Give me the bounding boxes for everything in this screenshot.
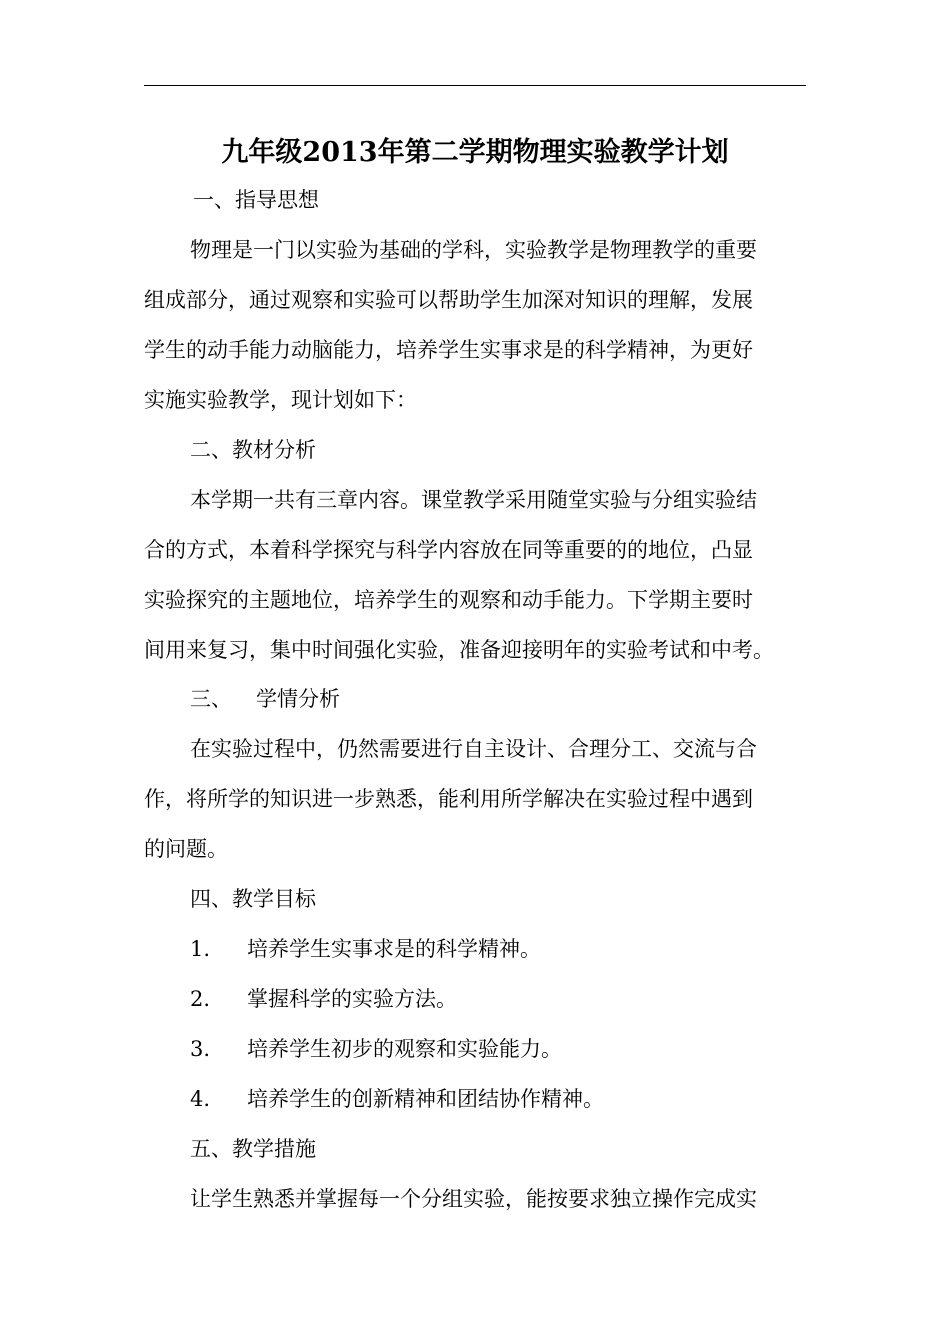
section-heading-student-analysis (190, 684, 870, 714)
paragraph-line: 学生的动手能力动脑能力，培养学生实事求是的科学精神，为更好 (144, 338, 753, 362)
list-item (190, 984, 870, 1014)
paragraph-line: 实施实验教学，现计划如下： (144, 388, 417, 412)
list-item-text: 掌握科学的实验方法。 (247, 987, 457, 1011)
section-heading-text: 学情分析 (256, 687, 340, 711)
list-item-text: 培养学生的创新精神和团结协作精神。 (247, 1087, 604, 1111)
paragraph-line: 本学期一共有三章内容。课堂教学采用随堂实验与分组实验结 (190, 488, 757, 512)
paragraph-line: 物理是一门以实验为基础的学科，实验教学是物理教学的重要 (190, 238, 757, 262)
section-heading-prefix: 三、 (190, 687, 232, 711)
list-item (190, 1084, 870, 1114)
paragraph-line: 的问题。 (144, 837, 228, 861)
paragraph-line: 让学生熟悉并掌握每一个分组实验，能按要求独立操作完成实 (190, 1187, 757, 1211)
paragraph-line: 实验探究的主题地位，培养学生的观察和动手能力。下学期主要时 (144, 588, 753, 612)
section-heading-teaching-goals: 四、教学目标 (190, 887, 316, 911)
section-heading-teaching-measures: 五、教学措施 (190, 1137, 316, 1161)
paragraph-line: 间用来复习，集中时间强化实验，准备迎接明年的实验考试和中考。 (144, 638, 774, 662)
list-item-number: 4. (190, 1087, 211, 1111)
paragraph-line: 作，将所学的知识进一步熟悉，能利用所学解决在实验过程中遇到 (144, 787, 753, 811)
list-item (190, 1034, 870, 1064)
list-item-text: 培养学生实事求是的科学精神。 (247, 937, 541, 961)
paragraph-line: 组成部分，通过观察和实验可以帮助学生加深对知识的理解，发展 (144, 288, 753, 312)
list-item (190, 934, 870, 964)
paragraph-line: 在实验过程中，仍然需要进行自主设计、合理分工、交流与合 (190, 737, 757, 761)
list-item-number: 3. (190, 1037, 211, 1061)
header-rule (144, 85, 806, 86)
paragraph-line: 合的方式，本着科学探究与科学内容放在同等重要的的地位，凸显 (144, 538, 753, 562)
section-heading-guiding-thought: 一、指导思想 (193, 188, 319, 212)
document-title: 九年级2013年第二学期物理实验教学计划 (221, 137, 729, 168)
section-heading-material-analysis: 二、教材分析 (190, 438, 316, 462)
list-item-number: 1. (190, 937, 211, 961)
list-item-text: 培养学生初步的观察和实验能力。 (247, 1037, 562, 1061)
list-item-number: 2. (190, 987, 211, 1011)
